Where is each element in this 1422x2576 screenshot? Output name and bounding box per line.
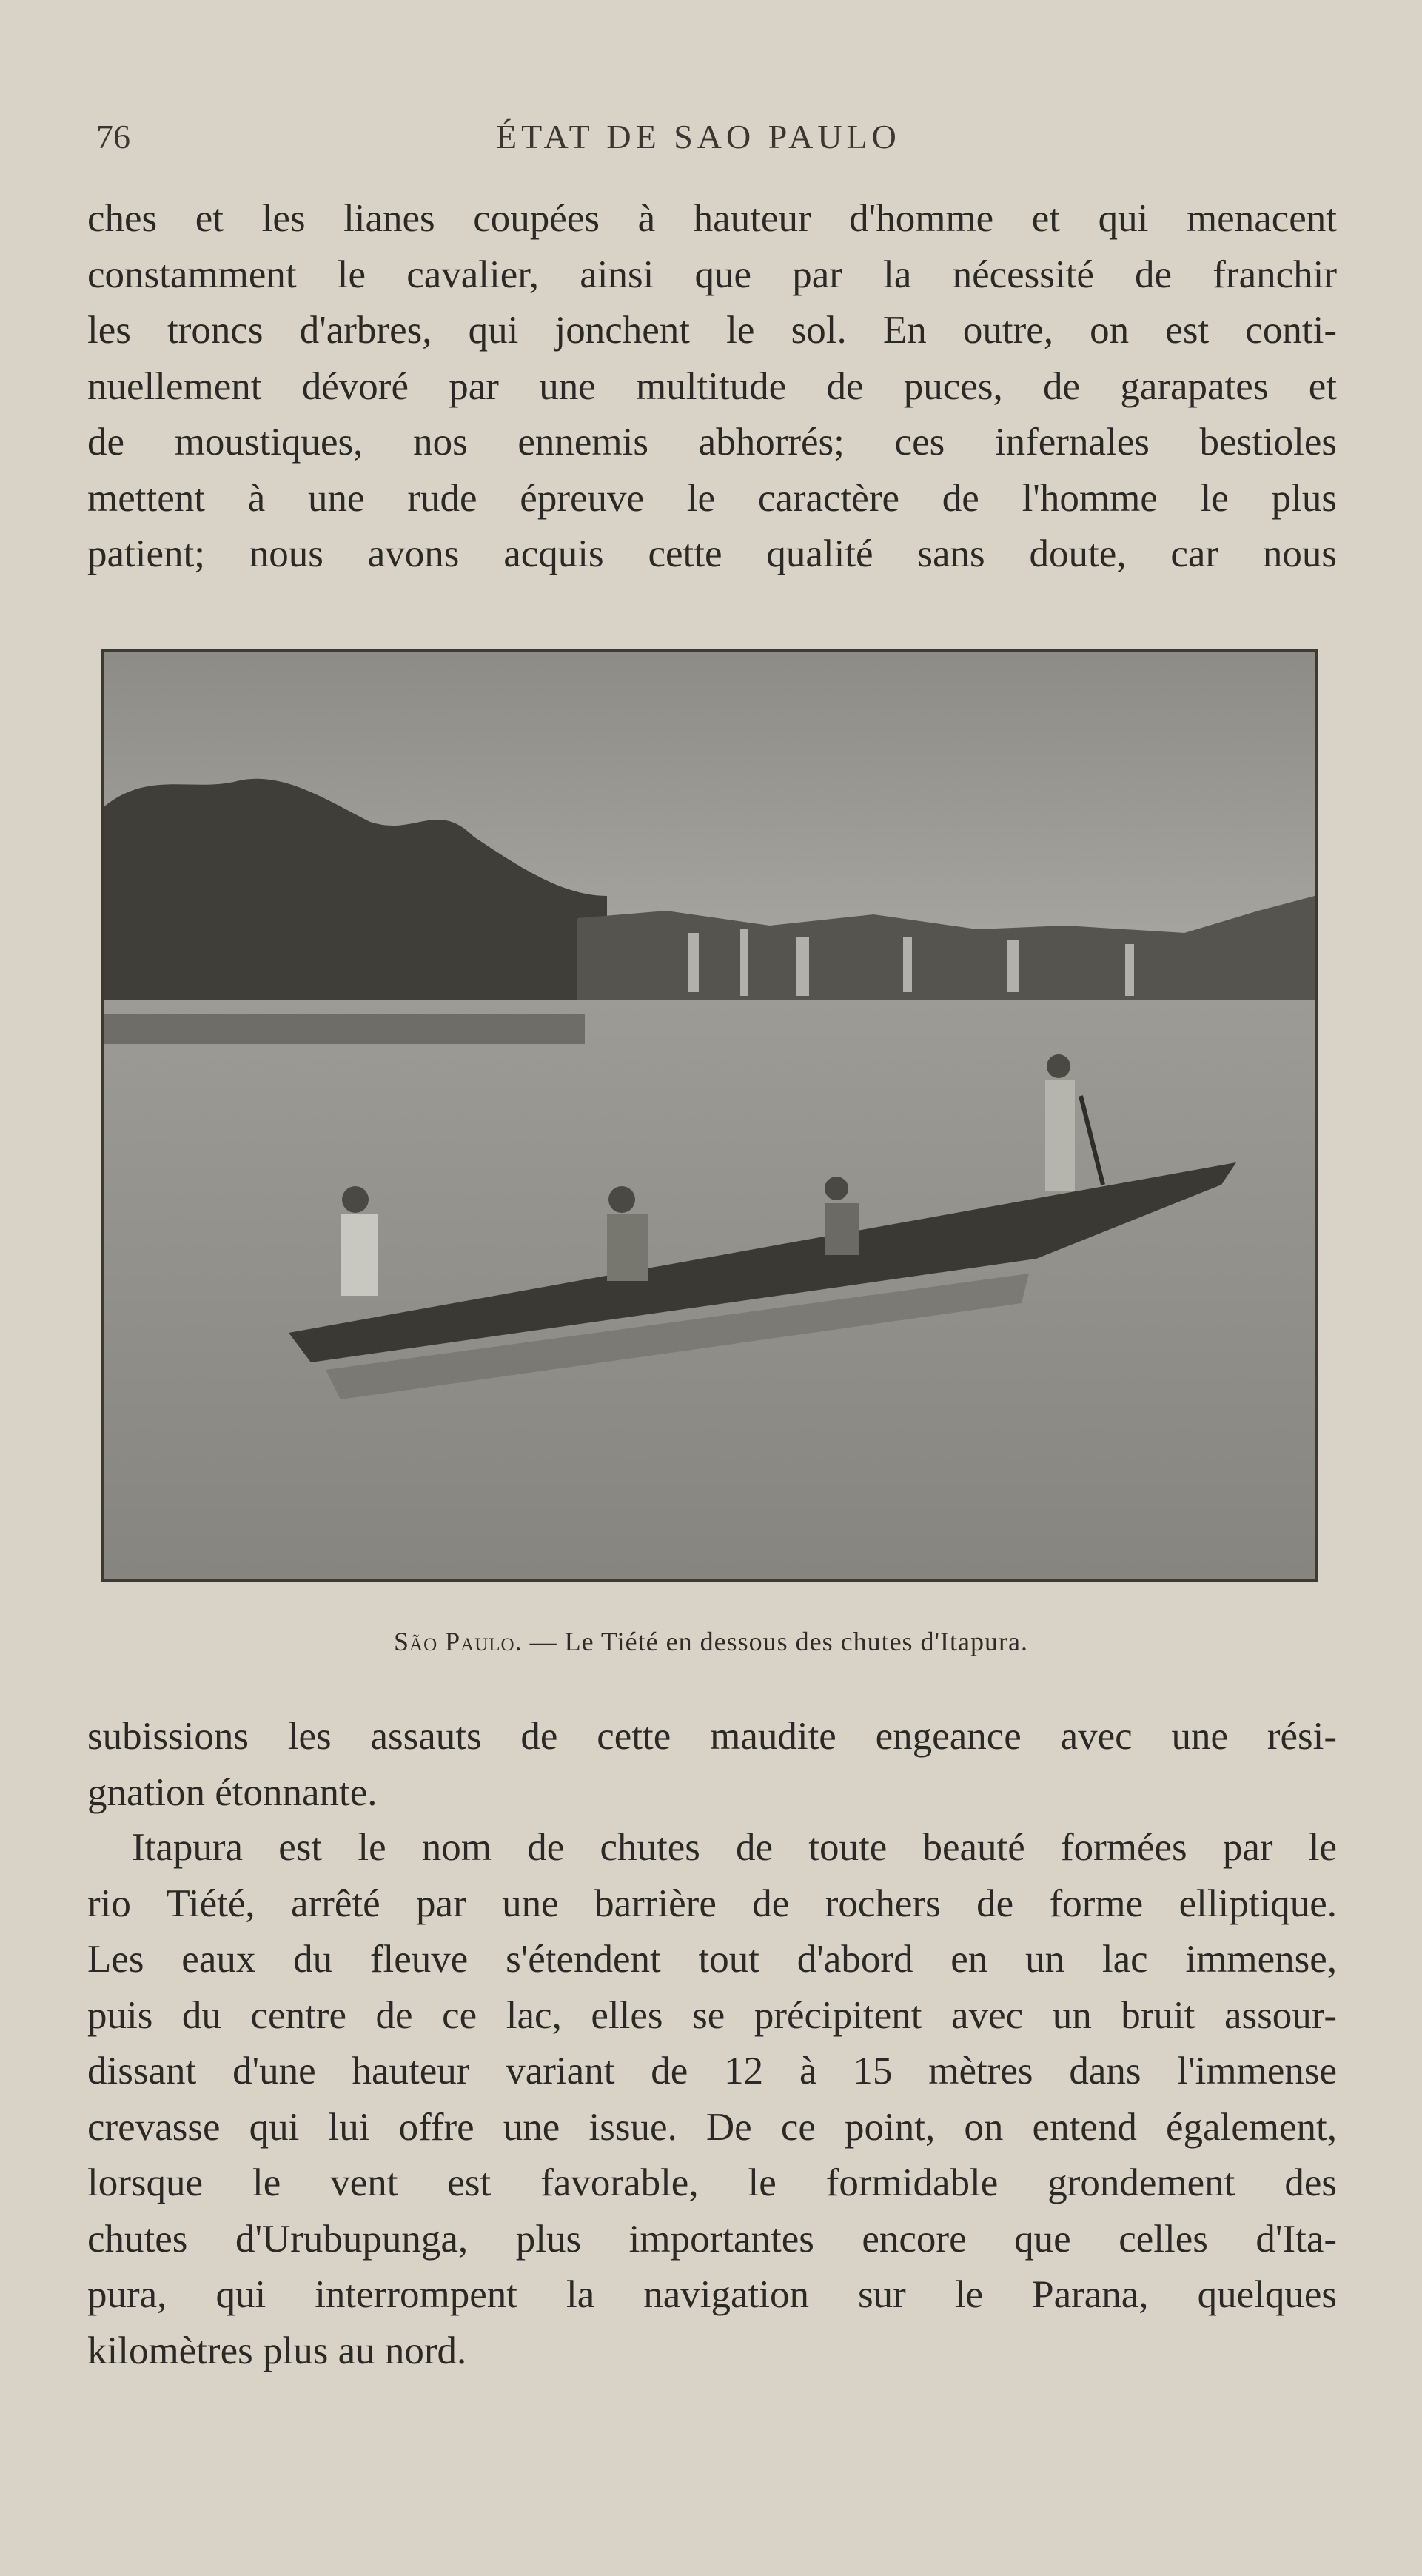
running-title: ÉTAT DE SAO PAULO: [496, 118, 901, 155]
text-line: pura, qui interrompent la navigation sur le Parana, quelques: [87, 2273, 1337, 2316]
shore-strip: [104, 1014, 585, 1044]
figure-caption: [0, 1626, 1422, 1657]
text-line: chutes d'Urubupunga, plus importantes encore que celles d'Ita-: [87, 2217, 1337, 2261]
text-line: subissions les assauts de cette maudite engeance avec une rési-: [87, 1715, 1337, 1758]
text-line: mettent à une rude épreuve le caractère de l'homme le plus: [87, 476, 1337, 520]
caption-text: — Le Tiété en dessous des chutes d'Itapura.: [522, 1627, 1028, 1656]
text-line: ches et les lianes coupées à hauteur d'homme et qui menacent: [87, 197, 1337, 240]
text-line: de moustiques, nos ennemis abhorrés; ces infernales bestioles: [87, 421, 1337, 464]
page-number: 76: [96, 118, 130, 155]
photograph: [101, 649, 1318, 1582]
text-line: Les eaux du fleuve s'étendent tout d'abord en un lac immense,: [87, 1938, 1337, 1981]
page-header: [96, 117, 1325, 169]
text-block-continuation: [87, 1709, 1337, 1821]
text-line: patient; nous avons acquis cette qualité sans doute, car nous: [87, 532, 1337, 575]
text-line: dissant d'une hauteur variant de 12 à 15 mètres dans l'immense: [87, 2050, 1337, 2092]
text-line: constamment le cavalier, ainsi que par la nécessité de franchir: [87, 252, 1337, 296]
text-line: nuellement dévoré par une multitude de puces, de garapates et: [87, 364, 1337, 408]
caption-place: São Paulo.: [394, 1627, 523, 1656]
text-line: kilomètres plus au nord.: [87, 2329, 467, 2372]
river-canoe-photo: [104, 652, 1315, 1579]
text-line: puis du centre de ce lac, elles se précipitent avec un bruit assour-: [87, 1993, 1337, 2037]
text-line: les troncs d'arbres, qui jonchent le sol. En outre, on est conti-: [87, 309, 1337, 352]
text-line: rio Tiété, arrêté par une barrière de rochers de forme elliptique.: [87, 1881, 1337, 1925]
text-line: gnation étonnante.: [87, 1770, 378, 1814]
text-block-top: [87, 191, 1337, 583]
text-block-bottom: [87, 1820, 1337, 2379]
text-line: lorsque le vent est favorable, le formidable grondement des: [87, 2161, 1337, 2204]
text-line: crevasse qui lui offre une issue. De ce point, on entend également,: [87, 2105, 1337, 2149]
text-line: Itapura est le nom de chutes de toute beauté formées par le: [132, 1826, 1337, 1869]
